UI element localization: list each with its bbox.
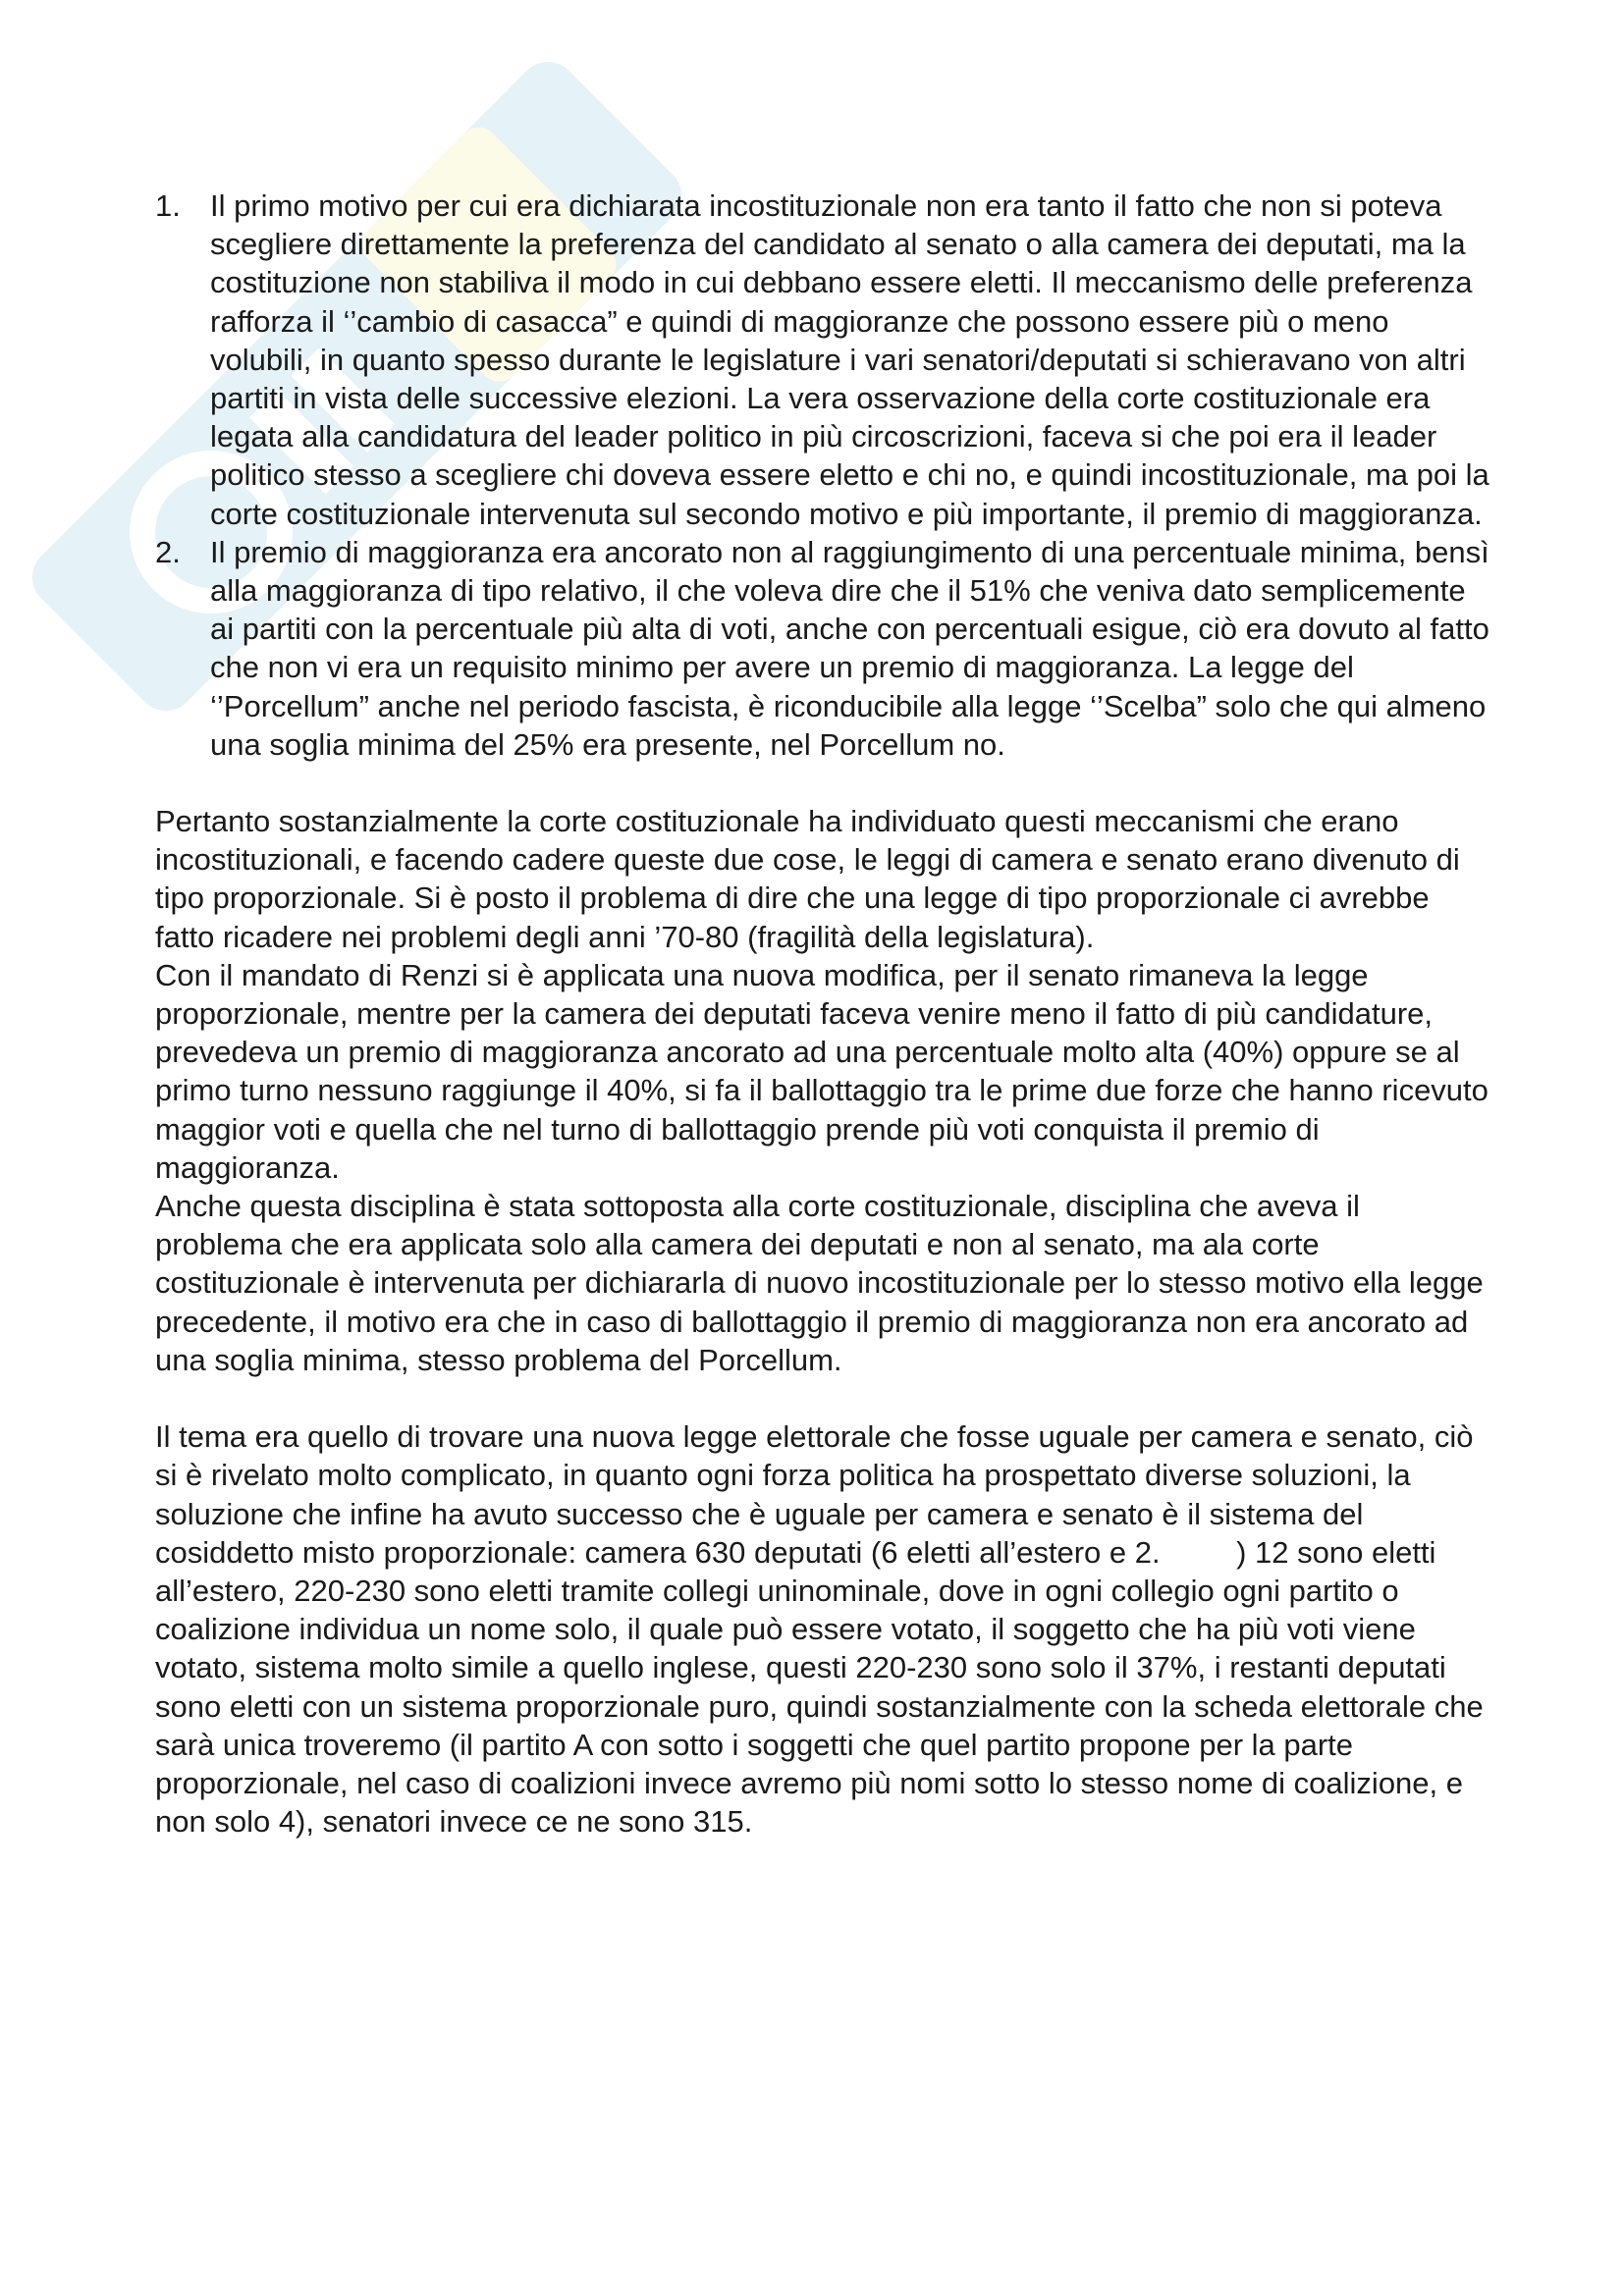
list-item-text: Il premio di maggioranza era ancorato non al raggiungimento di una percentuale minima, bensì alla maggioranza di tipo relativo, il che voleva dire che il 51% che veniva dato semplicemente ai partiti con la percentuale più alta di voti, anche con percentuali esigue, ciò era dovuto al fatto che non vi era un requisito minimo per avere un premio di maggioranza. La legge del ‘’Porcellum” anche nel periodo fascista, è riconducibile alla legge ‘’Scelba” solo che qui almeno una soglia minima del 25% era presente, nel Porcellum no.	[210, 534, 1489, 762]
numbered-list	[155, 187, 1490, 764]
paragraph: Il tema era quello di trovare una nuova legge elettorale che fosse uguale per camera e senato, ciò si è rivelato molto complicato, in quanto ogni forza politica ha prospettato diverse soluzioni, la soluzione che infine ha avuto successo che è uguale per camera e senato è il sistema del cosiddetto misto proporzionale: camera 630 deputati (6 eletti all’estero e 2. ) 12 sono eletti all’estero, 220-230 sono eletti tramite collegi uninominale, dove in ogni collegio ogni partito o coalizione individua un nome solo, il quale può essere votato, il soggetto che ha più voti viene votato, sistema molto simile a quello inglese, questi 220-230 sono solo il 37%, i restanti deputati sono eletti con un sistema proporzionale puro, quindi sostanzialmente con la scheda elettorale che sarà unica troveremo (il partito A con sotto i soggetti che quel partito propone per la parte proporzionale, nel caso di coalizioni invece avremo più nomi sotto lo stesso nome di coalizione, e non solo 4), senatori invece ce ne sono 315.	[155, 1419, 1492, 1840]
paragraph: Anche questa disciplina è stata sottoposta alla corte costituzionale, disciplina che aveva il problema che era applicata solo alla camera dei deputati e non al senato, ma ala corte costituzionale è intervenuta per dichiararla di nuovo incostituzionale per lo stesso motivo ella legge precedente, il motivo era che in caso di ballottaggio il premio di maggioranza non era ancorato ad una soglia minima, stesso problema del Porcellum.	[155, 1189, 1484, 1377]
document-page	[155, 187, 1490, 1841]
spacer	[155, 764, 1490, 802]
list-item-number: 2.	[155, 534, 181, 569]
paragraph: Pertanto sostanzialmente la corte costituzionale ha individuato questi meccanismi che erano incostituzionali, e facendo cadere queste due cose, le leggi di camera e senato erano divenuto di tipo proporzionale. Si è posto il problema di dire che una legge di tipo proporzionale ci avrebbe fatto ricadere nei problemi degli anni ’70-80 (fragilità della legislatura).	[155, 804, 1460, 954]
list-item-number: 1.	[155, 188, 181, 223]
list-item-text: Il primo motivo per cui era dichiarata incostituzionale non era tanto il fatto che non si poteva scegliere direttamente la preferenza del candidato al senato o alla camera dei deputati, ma la costituzione non stabiliva il modo in cui debbano essere eletti. Il meccanismo delle preferenza rafforza il ‘’cambio di casacca” e quindi di maggioranze che possono essere più o meno volubili, in quanto spesso durante le legislature i vari senatori/deputati si schieravano von altri partiti in vista delle successive elezioni. La vera osservazione della corte costituzionale era legata alla candidatura del leader politico in più circoscrizioni, faceva si che poi era il leader politico stesso a scegliere chi doveva essere eletto e chi no, e quindi incostituzionale, ma poi la corte costituzionale intervenuta sul secondo motivo e più importante, il premio di maggioranza.	[210, 188, 1489, 531]
list-item	[155, 533, 1490, 764]
spacer	[155, 1379, 1490, 1417]
paragraph: Con il mandato di Renzi si è applicata una nuova modifica, per il senato rimaneva la legge proporzionale, mentre per la camera dei deputati faceva venire meno il fatto di più candidature, prevedeva un premio di maggioranza ancorato ad una percentuale molto alta (40%) oppure se al primo turno nessuno raggiunge il 40%, si fa il ballottaggio tra le prime due forze che hanno ricevuto maggior voti e quella che nel turno di ballottaggio prende più voti conquista il premio di maggioranza.	[155, 957, 1489, 1185]
list-item	[155, 187, 1490, 533]
